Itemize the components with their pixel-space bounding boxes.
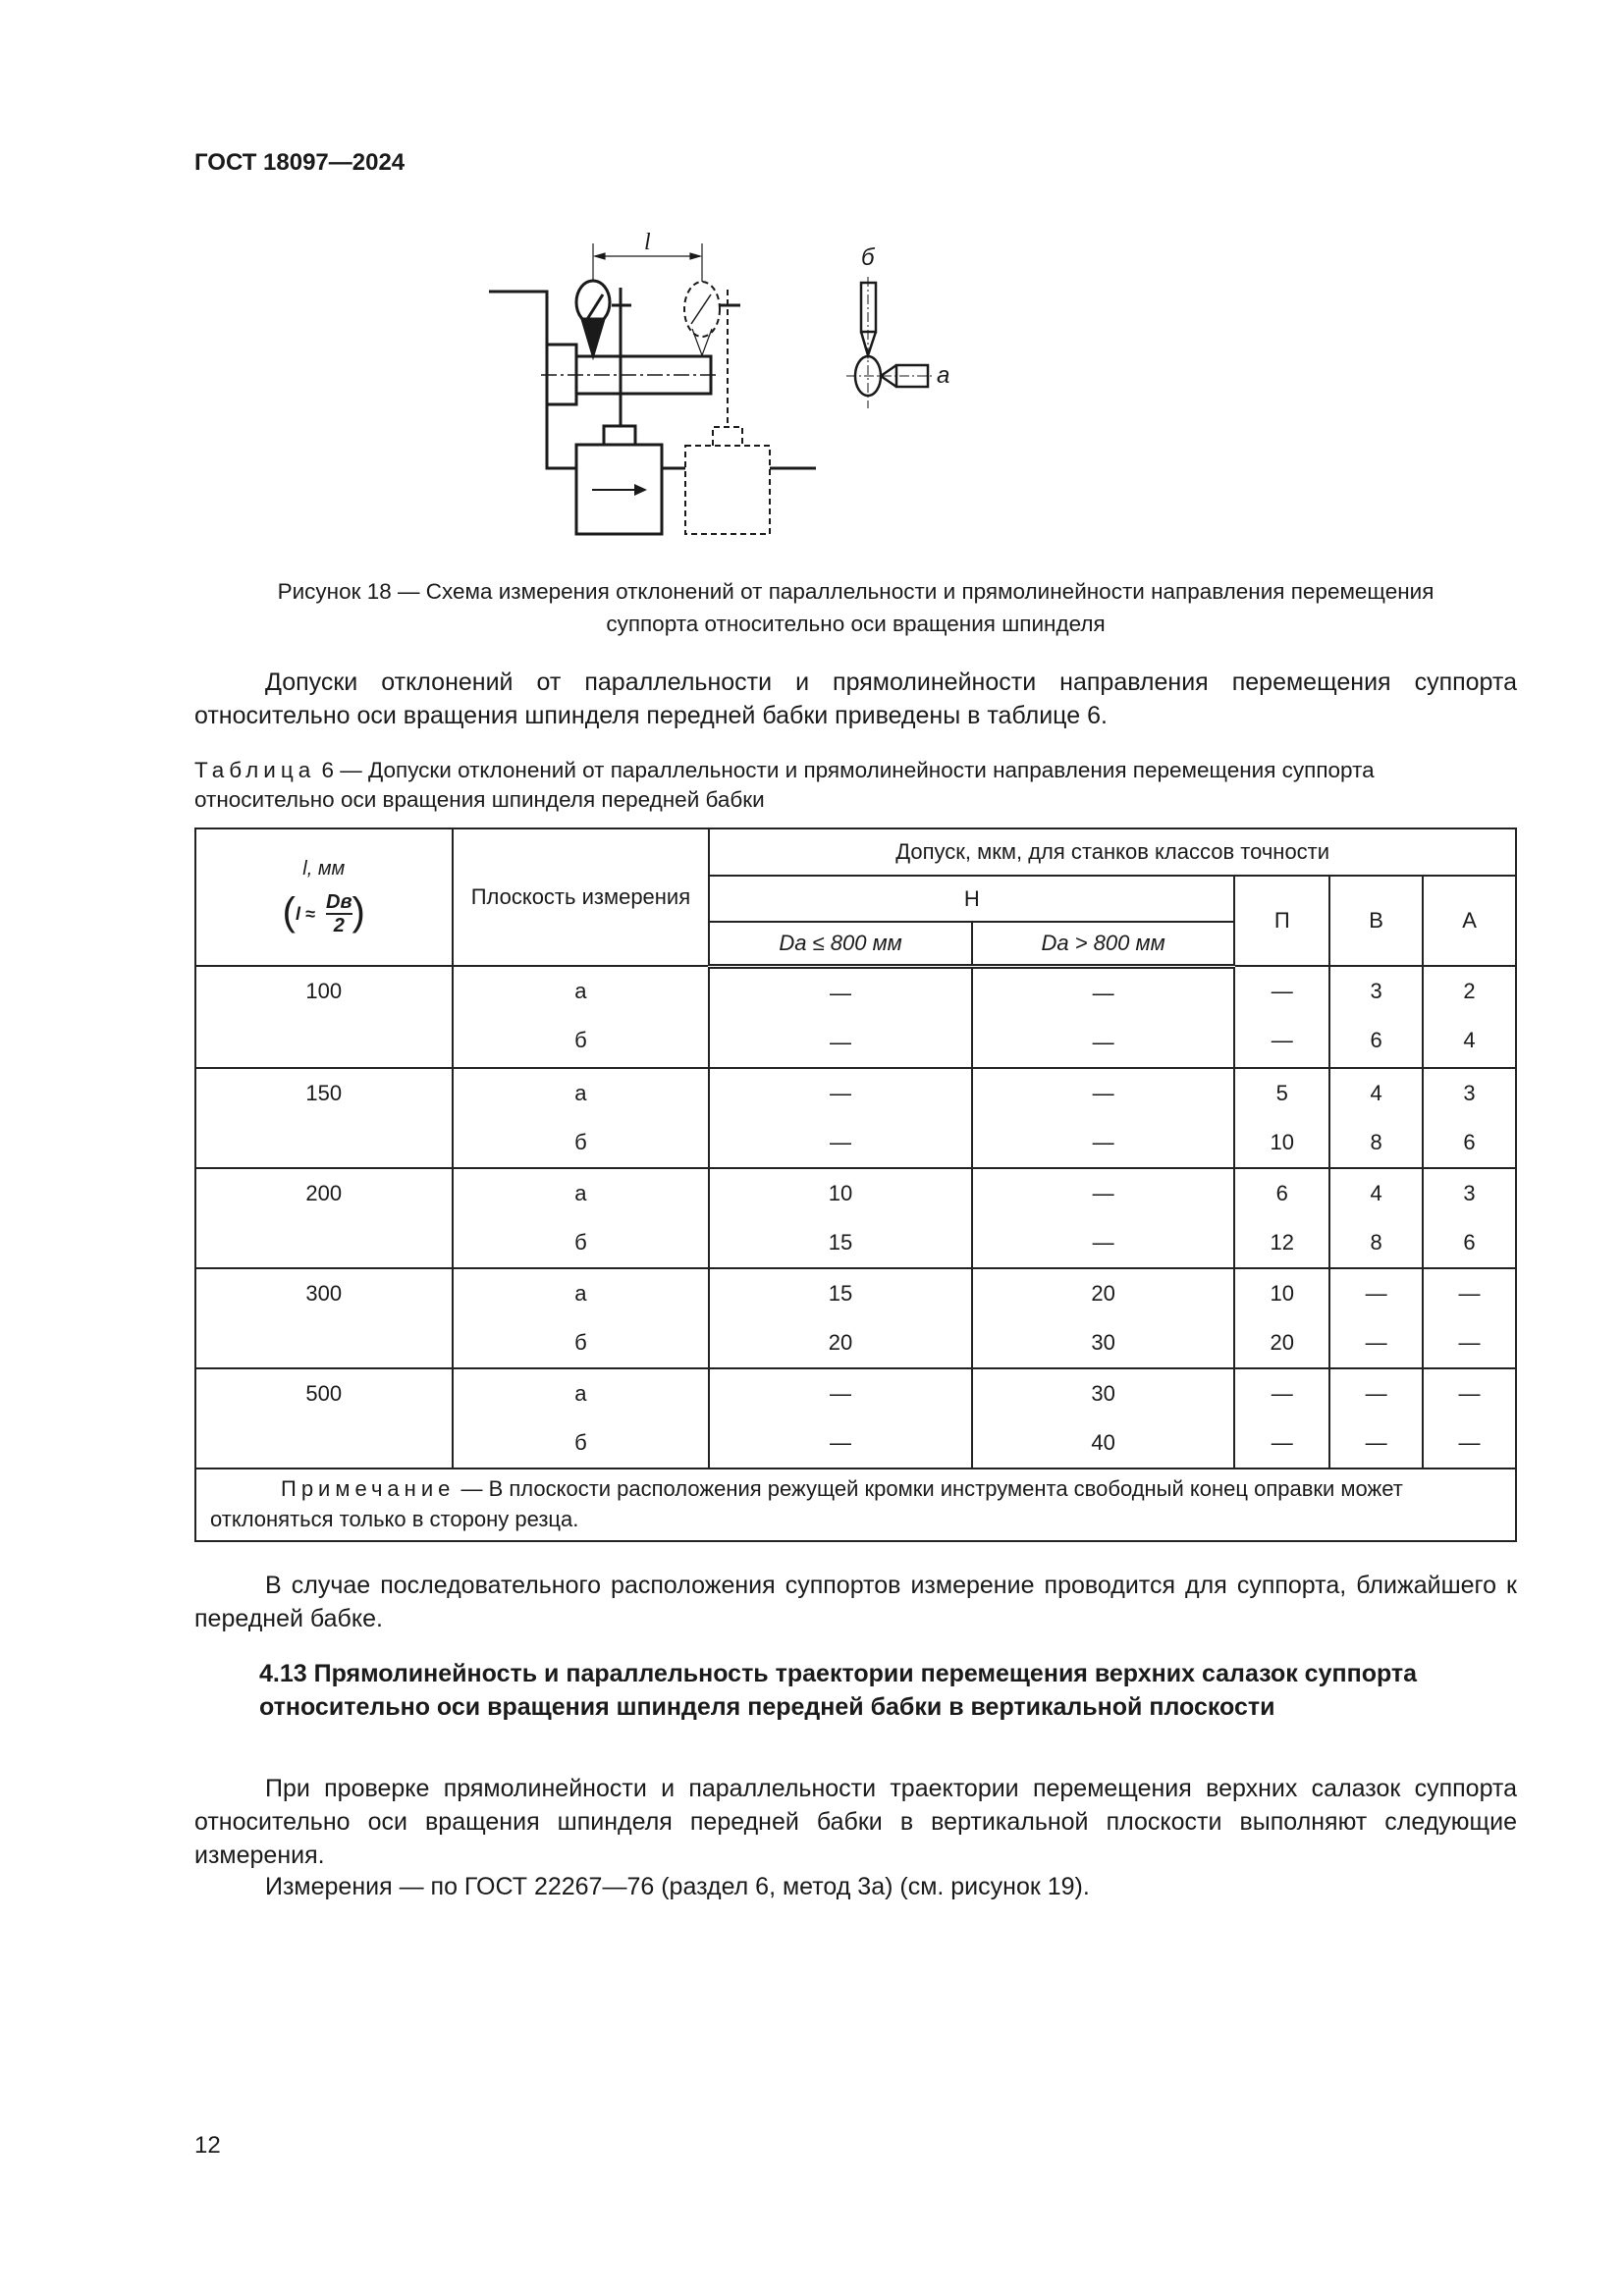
cell-value: — [1365,1429,1387,1455]
cell-value: 20 [1091,1280,1115,1306]
cell-value: — [1365,1380,1387,1406]
cell-l [195,1168,453,1268]
cell-value: 6 [1275,1180,1288,1205]
cell-value: а [574,1280,587,1306]
table-cell [1329,1368,1423,1468]
cell-value: — [1365,1280,1387,1306]
cell-value: — [1271,1028,1293,1052]
cell-value: — [1092,1229,1114,1255]
table-row-group [195,1368,1516,1468]
cell-value: — [830,1080,852,1105]
table-cell [1234,1168,1329,1268]
cell-value: — [1458,1380,1481,1406]
cell-value: 20 [1270,1329,1295,1355]
cell-value: а [574,1380,587,1406]
cell-value: а [574,1180,587,1205]
cell-value: — [1458,1329,1481,1355]
cell-value: — [1271,1380,1293,1406]
note-label: Примечание [281,1475,456,1501]
cell-value: а [574,1080,587,1105]
intro-paragraph: Допуски отклонений от параллельности и прямолинейности направления перемещения суппорта относительно оси вращения шпинделя передней бабки приведены в таблице 6. [194,668,1517,729]
header-tolerance: Допуск, мкм, для станков классов точности [709,828,1516,876]
cell-value: 15 [828,1229,853,1255]
table-cell [972,966,1235,1068]
cell-value: 12 [1270,1229,1295,1255]
table-cell [972,1168,1235,1268]
cell-value: 2 [1463,979,1476,1003]
cell-value: — [830,1129,852,1154]
cell-value: — [830,1380,852,1406]
figure-18-diagram [471,216,1257,569]
header-l: l, мм (l ≈ $\frac{Dв}{2}$ ) [195,828,453,966]
cell-value: 6 [1463,1229,1476,1255]
probe-a-label: а [937,362,950,389]
table-cell [972,1268,1235,1368]
page-number: 12 [194,2132,221,2159]
table-cell [709,1368,972,1468]
cell-value: 3 [1463,1080,1476,1105]
table-row-group [195,1068,1516,1168]
cell-value: а [574,979,587,1003]
table-cell [1234,1268,1329,1368]
table-caption-text: 6 — Допуски отклонений от параллельности и прямолинейности направления перемещения суппорта относительно оси вращения шпинделя передней бабки [194,758,1375,812]
cell-l-value: 300 [305,1280,343,1306]
table-cell [1329,966,1423,1068]
figure-caption [194,575,1517,640]
table-cell [709,966,972,1068]
cell-value: — [1092,980,1114,1005]
table-cell [453,1368,710,1468]
cell-value: 20 [828,1329,853,1355]
cell-value: б [574,1429,587,1455]
table-caption [194,756,1517,815]
table-row-group [195,1168,1516,1268]
table-cell [1329,1068,1423,1168]
table-cell [1234,1368,1329,1468]
table-cell [1423,1268,1516,1368]
cell-value: — [1458,1429,1481,1455]
probe-b-label: б [861,244,875,271]
arrow-right-icon [634,484,647,496]
cell-value: — [1092,1129,1114,1154]
cell-value: 4 [1463,1028,1476,1052]
cell-l-value: 100 [305,979,343,1003]
cell-l [195,1268,453,1368]
formula-fraction [326,891,352,936]
cell-value: 8 [1370,1129,1382,1154]
cell-value: — [1458,1280,1481,1306]
table-caption-label: Таблица [194,758,316,782]
note-text: — В плоскости расположения режущей кромки инструмента свободный конец оправки может отклоняться только в сторону резца. [210,1475,1403,1531]
table-cell [709,1268,972,1368]
caption-line: суппорта относительно оси вращения шпинделя [606,612,1106,636]
cell-value: 3 [1463,1180,1476,1205]
section-heading-4-13: 4.13 Прямолинейность и параллельность траектории перемещения верхних салазок суппорта относительно оси вращения шпинделя передней бабки в вертикальной плоскости [259,1660,1418,1721]
cell-value: б [574,1329,587,1355]
formula-num: Dв [326,891,352,914]
cell-value: 6 [1370,1028,1382,1052]
cell-value: 10 [1270,1280,1295,1306]
header-l-label: l, мм [302,857,346,880]
cell-value: 3 [1370,979,1382,1003]
table-cell [972,1068,1235,1168]
table-cell [709,1168,972,1268]
cell-value: — [1271,979,1293,1003]
cell-value: 10 [828,1180,853,1205]
header-class-v: В [1329,876,1423,966]
table-cell [453,1268,710,1368]
header-class-h: Н [709,876,1234,922]
table-row-group [195,1268,1516,1368]
table-cell [1329,1268,1423,1368]
cell-value: — [830,1029,852,1054]
cell-l-value: 150 [305,1080,343,1105]
cell-value: 4 [1370,1180,1382,1205]
section-paragraph-2: Измерения — по ГОСТ 22267—76 (раздел 6, метод 3а) (см. рисунок 19). [265,1873,1090,1900]
cell-l-value: 200 [305,1180,343,1205]
paragraph-after-table: В случае последовательного расположения суппортов измерение проводится для суппорта, ближайшего к передней бабке. [194,1572,1517,1632]
carriage-shifted [684,282,770,534]
caption-line: Рисунок 18 — Схема измерения отклонений от параллельности и прямолинейности направления перемещения [277,579,1435,604]
table-row-group [195,966,1516,1068]
table-cell [1423,1368,1516,1468]
header-plane: Плоскость измерения [453,828,710,966]
table-cell [1423,1168,1516,1268]
cell-value: 40 [1091,1429,1115,1455]
table-cell [1329,1168,1423,1268]
cell-value: б [574,1229,587,1255]
cell-value: — [1092,1029,1114,1054]
table-cell [1234,966,1329,1068]
cell-value: 8 [1370,1229,1382,1255]
table-cell [453,1168,710,1268]
cell-value: 4 [1370,1080,1382,1105]
cell-value: — [830,980,852,1005]
cell-value: — [1092,1180,1114,1205]
cell-value: 5 [1275,1080,1288,1105]
table-cell [453,966,710,1068]
table-note [195,1468,1516,1541]
formula-den: 2 [333,915,345,937]
table-cell [1423,1068,1516,1168]
header-h-gt-800: Da > 800 мм [972,922,1235,966]
table-cell [709,1068,972,1168]
cell-value: 10 [1270,1129,1295,1154]
header-class-a: А [1423,876,1516,966]
cell-value: — [1365,1329,1387,1355]
probe-scheme [846,277,933,408]
formula-left: l ≈ [296,903,315,924]
cell-l [195,1368,453,1468]
table-cell [1423,966,1516,1068]
cell-value: 6 [1463,1129,1476,1154]
section-paragraph-1: При проверке прямолинейности и параллельности траектории перемещения верхних салазок суппорта относительно оси вращения шпинделя передней бабки в вертикальной плоскости выполняют следующие измерения. [194,1775,1517,1869]
cell-value: 30 [1091,1380,1115,1406]
cell-value: — [1271,1429,1293,1455]
tolerance-table [194,828,1517,1542]
cell-value: 15 [828,1280,853,1306]
dial-indicator-icon [576,281,610,355]
document-code: ГОСТ 18097—2024 [194,149,406,176]
header-class-p: П [1234,876,1329,966]
table-cell [453,1068,710,1168]
table-cell [1234,1068,1329,1168]
cell-value: — [1092,1080,1114,1105]
header-h-le-800: Da ≤ 800 мм [709,922,972,966]
cell-value: 30 [1091,1329,1115,1355]
cell-l [195,1068,453,1168]
cell-l [195,966,453,1068]
cell-value: — [830,1429,852,1455]
cell-l-value: 500 [305,1380,343,1406]
cell-value: б [574,1129,587,1154]
table-cell [972,1368,1235,1468]
dim-label: l [644,230,651,255]
cell-value: б [574,1028,587,1052]
